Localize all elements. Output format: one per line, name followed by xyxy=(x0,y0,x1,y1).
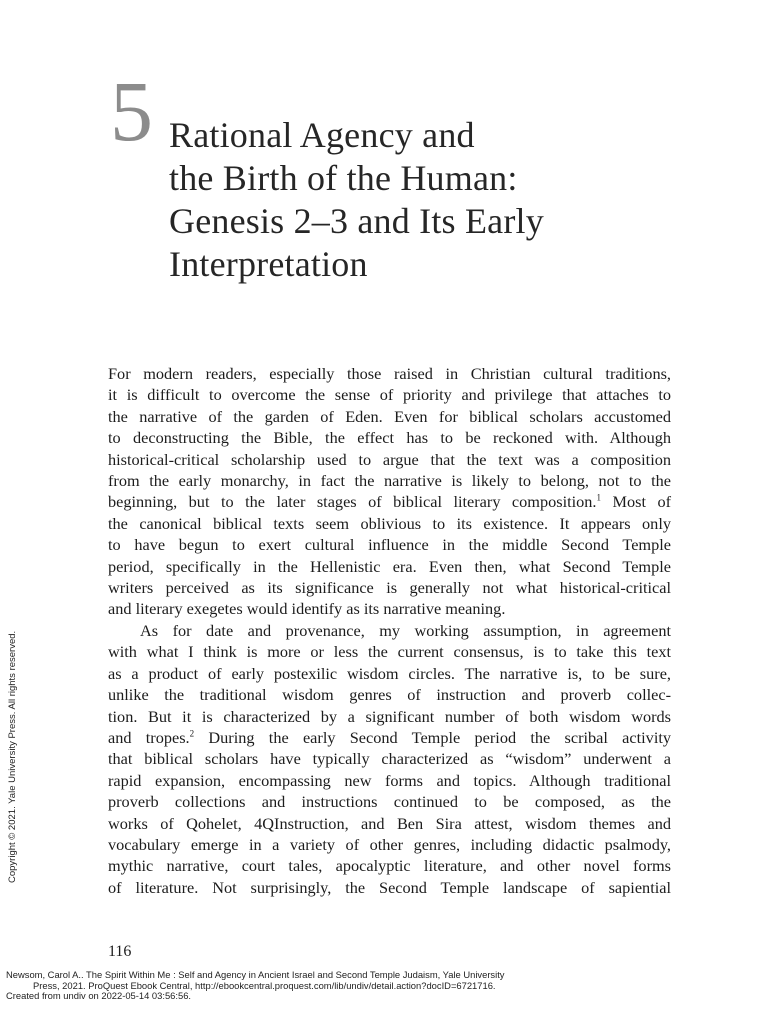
chapter-title-line: Rational Agency and xyxy=(169,115,475,155)
chapter-title-line: Genesis 2–3 and Its Early xyxy=(169,201,544,241)
text-segment: and tropes. xyxy=(108,727,190,747)
text-line: the canonical biblical texts seem oblivious to its existence. It appears only xyxy=(108,513,671,533)
text-line: As for date and provenance, my working assumption, in agreement xyxy=(140,620,671,640)
text-line: historical-critical scholarship used to argue that the text was a composition xyxy=(108,449,671,469)
text-line xyxy=(108,727,671,748)
text-line: writers perceived as its significance is generally not what historical-critical xyxy=(108,578,671,598)
footnote-reference[interactable]: 2 xyxy=(189,728,195,739)
citation-footer xyxy=(6,970,746,1002)
copyright-notice: Copyright © 2021. Yale University Press. All rights reserved. xyxy=(7,630,18,883)
page-number: 116 xyxy=(108,943,132,960)
text-line: as a product of early postexilic wisdom circles. The narrative is, to be sure, xyxy=(108,663,671,683)
footnote-reference[interactable]: 1 xyxy=(596,493,602,504)
text-line: to have begun to exert cultural influence in the middle Second Temple xyxy=(108,535,671,555)
text-line: unlike the traditional wisdom genres of instruction and proverb collec- xyxy=(108,685,671,705)
text-line: rapid expansion, encompassing new forms and topics. Although traditional xyxy=(108,770,671,790)
text-line: proverb collections and instructions continued to be composed, as the xyxy=(108,792,671,812)
text-segment: During the early Second Temple period the scribal activity xyxy=(194,727,672,747)
text-line: from the early monarchy, in fact the narrative is likely to belong, not to the xyxy=(108,471,671,491)
chapter-title-line: the Birth of the Human: xyxy=(169,158,518,198)
text-line: to deconstructing the Bible, the effect has to be reckoned with. Although xyxy=(108,428,671,448)
text-line: and literary exegetes would identify as its narrative meaning. xyxy=(108,599,506,619)
paragraph-2 xyxy=(108,620,671,898)
text-line: that biblical scholars have typically characterized as “wisdom” underwent a xyxy=(108,749,671,769)
text-line: period, specifically in the Hellenistic era. Even then, what Second Temple xyxy=(108,556,671,576)
text-line: For modern readers, especially those raised in Christian cultural traditions, xyxy=(108,364,671,383)
text-line xyxy=(108,491,671,512)
citation-line: Press, 2021. ProQuest Ebook Central, http://ebookcentral.proquest.com/lib/undiv/detail.action?docID=6721716. xyxy=(33,979,496,991)
paragraph-1 xyxy=(108,363,671,620)
text-line: the narrative of the garden of Eden. Even for biblical scholars accustomed xyxy=(108,406,671,426)
text-line: it is difficult to overcome the sense of priority and privilege that attaches to xyxy=(108,385,671,405)
citation-line: Created from undiv on 2022-05-14 03:56:56. xyxy=(6,990,192,1002)
chapter-title xyxy=(169,114,689,286)
text-line: of literature. Not surprisingly, the Second Temple landscape of sapiential xyxy=(108,877,671,897)
citation-line: Newsom, Carol A.. The Spirit Within Me : Self and Agency in Ancient Israel and Second Temple Judaism, Yale University xyxy=(6,969,505,980)
text-segment: Most of xyxy=(601,492,672,512)
text-line: tion. But it is characterized by a significant number of both wisdom words xyxy=(108,706,671,726)
chapter-number: 5 xyxy=(110,63,153,159)
body-text xyxy=(108,363,671,898)
chapter-title-line: Interpretation xyxy=(169,244,368,284)
text-line: vocabulary emerge in a variety of other genres, including didactic psalmody, xyxy=(108,834,671,854)
text-line: mythic narrative, court tales, apocalyptic literature, and other novel forms xyxy=(108,856,671,876)
text-segment: beginning, but to the later stages of biblical literary composition. xyxy=(108,492,597,512)
text-line: works of Qohelet, 4QInstruction, and Ben Sira attest, wisdom themes and xyxy=(108,813,671,833)
text-line: with what I think is more or less the current consensus, is to take this text xyxy=(108,642,671,662)
